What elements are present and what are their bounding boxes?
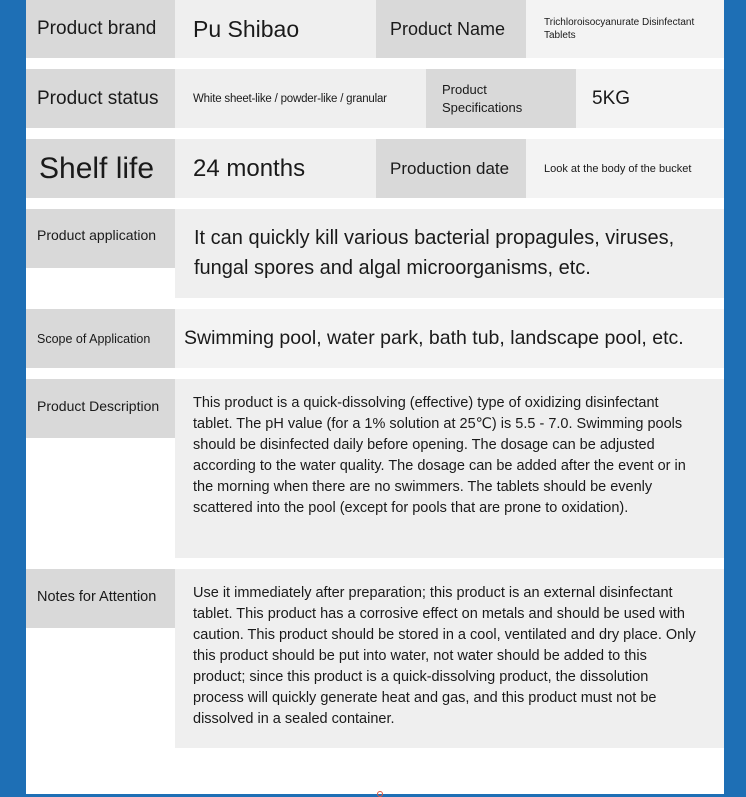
application-value: It can quickly kill various bacterial propagules, viruses, fungal spores and algal microorganisms, etc. xyxy=(175,209,724,298)
status-label: Product status xyxy=(26,69,175,128)
spec-sheet xyxy=(26,0,724,794)
status-value: White sheet-like / powder-like / granular xyxy=(175,69,426,128)
application-label: Product application xyxy=(26,209,175,268)
scope-value: Swimming pool, water park, bath tub, landscape pool, etc. xyxy=(175,309,724,368)
description-value: This product is a quick-dissolving (effective) type of oxidizing disinfectant tablet. The pH value (for a 1% solution at 25℃) is 5.5 - 7.0. Swimming pools should be disinfected daily before opening. The dosage can be adjusted according to the water quality. The dosage can be added after the event or in the morning when there are no swimmers. The tablets should be evenly scattered into the pool (except for pools that are prone to oxidation). xyxy=(175,379,724,558)
date-value: Look at the body of the bucket xyxy=(526,139,724,198)
shelf-value: 24 months xyxy=(175,139,376,198)
shelf-label: Shelf life xyxy=(26,139,175,198)
spec-value: 5KG xyxy=(576,69,724,128)
name-value: Trichloroisocyanurate Disinfectant Tablets xyxy=(526,0,724,58)
date-label: Production date xyxy=(376,139,526,198)
name-label: Product Name xyxy=(376,0,526,58)
brand-label: Product brand xyxy=(26,0,175,58)
scope-label: Scope of Application xyxy=(26,309,175,368)
notes-label: Notes for Attention xyxy=(26,569,175,628)
notes-value: Use it immediately after preparation; this product is an external disinfectant tablet. This product has a corrosive effect on metals and should be used with caution. This product should be stored in a cool, ventilated and dry place. Only this product should be put into water, not water should be added to this product; since this product is a quick-dissolving product, the dissolution process will quickly generate heat and gas, and this product must not be dissolved in a sealed container. xyxy=(175,569,724,748)
description-label: Product Description xyxy=(26,379,175,438)
bottom-marker xyxy=(377,791,383,797)
spec-label: Product Specifications xyxy=(426,69,576,128)
brand-value: Pu Shibao xyxy=(175,0,376,58)
